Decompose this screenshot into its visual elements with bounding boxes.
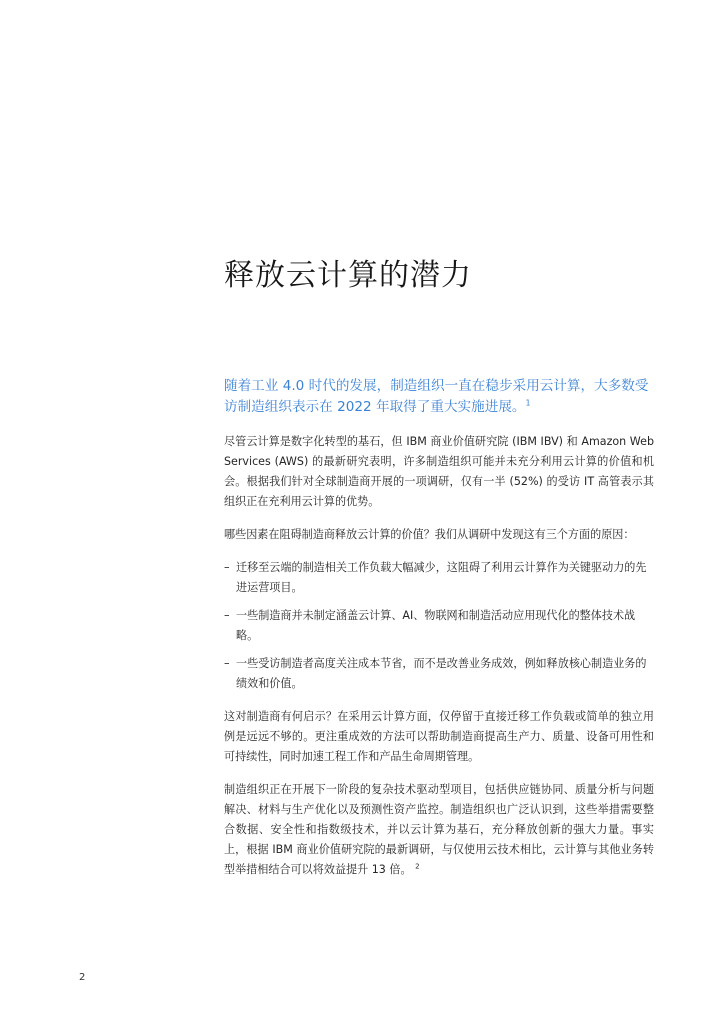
page-number: 2 bbox=[79, 972, 86, 983]
lead-paragraph bbox=[224, 376, 654, 418]
lead-text: 随着工业 4.0 时代的发展，制造组织一直在稳步采用云计算，大多数受访制造组织表示在 2022 年取得了重大实施进展。 bbox=[224, 378, 649, 415]
list-item bbox=[224, 558, 654, 598]
list-item-text: 一些受访制造者高度关注成本节省，而不是改善业务成效，例如释放核心制造业务的绩效和价值。 bbox=[236, 657, 647, 690]
footnote-marker: 2 bbox=[415, 862, 420, 871]
dash-marker: – bbox=[224, 561, 230, 574]
article-body bbox=[224, 376, 654, 893]
list-item-text: 迁移至云端的制造相关工作负载大幅减少，这阻碍了利用云计算作为关键驱动力的先进运营项目。 bbox=[236, 561, 647, 594]
page-title: 释放云计算的潜力 bbox=[224, 258, 472, 293]
implication-paragraph: 这对制造商有何启示？在采用云计算方面，仅停留于直接迁移工作负载或简单的独立用例是远远不够的。更注重成效的方法可以帮助制造商提高生产力、质量、设备可用性和可持续性，同时加速工程工作和产品生命周期管理。 bbox=[224, 710, 654, 763]
lead-footnote-marker: 1 bbox=[525, 398, 531, 408]
dash-marker: – bbox=[224, 657, 230, 670]
dash-marker: – bbox=[224, 609, 230, 622]
question-paragraph: 哪些因素在阻碍制造商释放云计算的价值？我们从调研中发现这有三个方面的原因： bbox=[224, 528, 635, 541]
list-item bbox=[224, 606, 654, 646]
next-phase-paragraph bbox=[224, 780, 654, 880]
list-item bbox=[224, 654, 654, 694]
reasons-list bbox=[224, 558, 654, 694]
intro-paragraph: 尽管云计算是数字化转型的基石，但 IBM 商业价值研究院 (IBM IBV) 和 Amazon Web Services (AWS) 的最新研究表明，许多制造组织可能并未充分利用云计算的价值和机会。根据我们针对全球制造商开展的一项调研，仅有一半 (52%) 的受访 IT 高管表示其组织正在充利用云计算的优势。 bbox=[224, 435, 654, 508]
next-phase-text: 制造组织正在开展下一阶段的复杂技术驱动型项目，包括供应链协同、质量分析与问题解决、材料与生产优化以及预测性资产监控。制造组织也广泛认识到，这些举措需要整合数据、安全性和指数级技术，并以云计算为基石，充分释放创新的强大力量。事实上，根据 IBM 商业价值研究院的最新调研，与仅使用云技术相比，云计算与其他业务转型举措相结合可以将效益提升 13 倍。 bbox=[224, 783, 654, 876]
list-item-text: 一些制造商并未制定涵盖云计算、AI、物联网和制造活动应用现代化的整体技术战略。 bbox=[236, 609, 636, 642]
